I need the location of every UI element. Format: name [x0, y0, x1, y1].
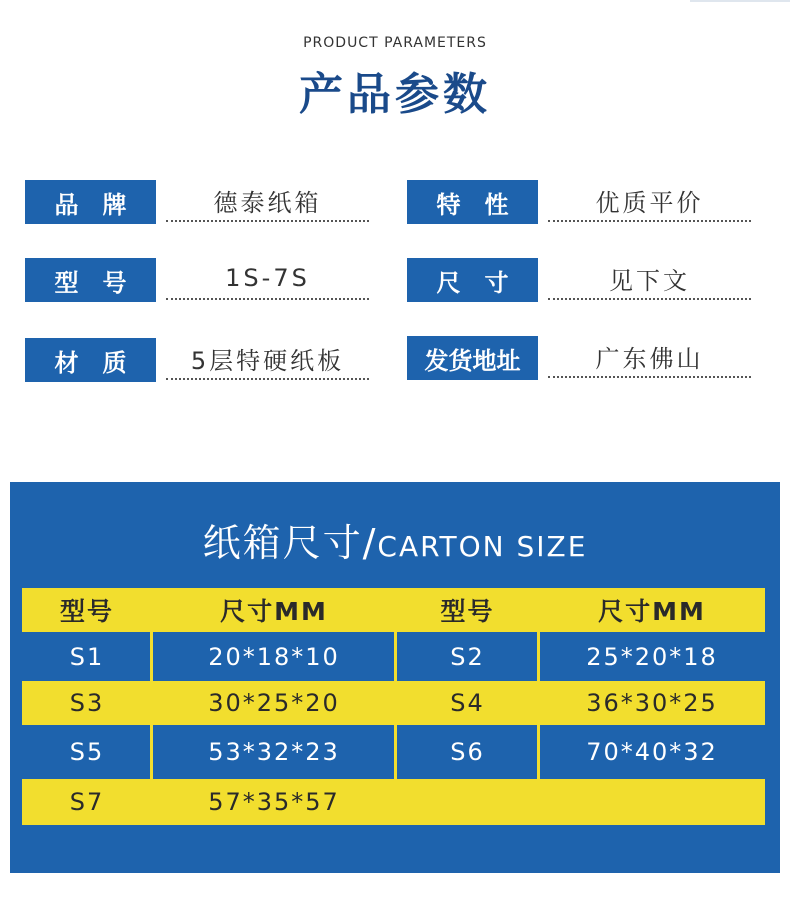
table-cell-size: 57*35*57 [152, 779, 396, 825]
table-header-size-2: 尺寸MM [539, 588, 765, 632]
table-cell-size: 36*30*25 [539, 681, 765, 725]
param-label-size: 尺 寸 [407, 258, 538, 302]
param-value-feature: 优质平价 [548, 180, 751, 222]
param-value-size: 见下文 [548, 258, 751, 300]
table-cell-size: 20*18*10 [152, 634, 396, 680]
param-label-feature: 特 性 [407, 180, 538, 224]
table-cell-size: 30*25*20 [152, 681, 396, 725]
table-cell-model: S7 [22, 779, 152, 825]
table-header-model-1: 型号 [22, 588, 152, 632]
table-cell-model: S3 [22, 681, 152, 725]
carton-size-title [10, 512, 780, 567]
table-cell-size: 70*40*32 [539, 727, 765, 777]
table-divider [537, 632, 540, 681]
table-cell-size: 25*20*18 [539, 634, 765, 680]
top-edge-line [690, 0, 790, 2]
param-label-ship-from: 发货地址 [407, 336, 538, 380]
table-cell-size: 53*32*23 [152, 727, 396, 777]
table-divider [150, 725, 153, 779]
param-value-material: 5层特硬纸板 [166, 338, 369, 380]
param-label-brand: 品 牌 [25, 180, 156, 224]
carton-title-cn: 纸箱尺寸/ [202, 521, 378, 565]
param-value-ship-from: 广东佛山 [548, 336, 751, 378]
table-divider [537, 725, 540, 779]
table-cell-model: S5 [22, 727, 152, 777]
param-label-model: 型 号 [25, 258, 156, 302]
table-cell-model: S2 [396, 634, 539, 680]
section-title: 产品参数 [299, 69, 491, 120]
table-divider [150, 632, 153, 681]
param-label-material: 材 质 [25, 338, 156, 382]
table-cell-model: S1 [22, 634, 152, 680]
table-cell-model: S4 [396, 681, 539, 725]
table-header-size-1: 尺寸MM [152, 588, 396, 632]
table-header-model-2: 型号 [396, 588, 539, 632]
table-cell-model: S6 [396, 727, 539, 777]
table-divider [394, 725, 397, 779]
section-subtitle: PRODUCT PARAMETERS [303, 35, 487, 51]
param-value-model: 1S-7S [166, 258, 369, 300]
param-value-brand: 德泰纸箱 [166, 180, 369, 222]
carton-title-en: CARTON SIZE [377, 530, 588, 563]
table-divider [394, 632, 397, 681]
